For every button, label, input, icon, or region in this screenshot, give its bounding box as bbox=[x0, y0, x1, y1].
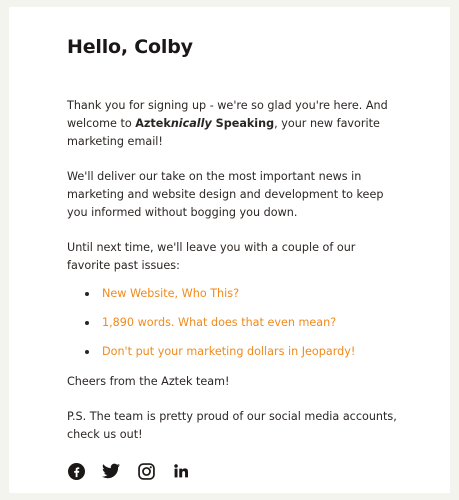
facebook-icon[interactable] bbox=[67, 462, 85, 480]
past-issue-link-2[interactable]: 1,890 words. What does that even mean? bbox=[102, 316, 337, 329]
list-item bbox=[85, 285, 402, 303]
past-issue-link-3[interactable]: Don't put your marketing dollars in Jeopardy! bbox=[102, 345, 356, 358]
twitter-icon[interactable] bbox=[102, 462, 120, 480]
intro-text-end: , your new favorite marketing email! bbox=[67, 117, 380, 148]
intro-paragraph bbox=[67, 97, 402, 151]
until-next-time-paragraph: Until next time, we'll leave you with a couple of our favorite past issues: bbox=[67, 241, 356, 272]
email-body bbox=[67, 35, 402, 480]
linkedin-icon[interactable] bbox=[172, 462, 190, 480]
instagram-icon[interactable] bbox=[137, 462, 155, 480]
list-item bbox=[85, 343, 402, 361]
ps-text: P.S. The team is pretty proud of our social media accounts, check us out! bbox=[67, 410, 397, 441]
greeting-heading: Hello, Colby bbox=[67, 36, 193, 58]
social-links bbox=[67, 462, 402, 480]
past-issue-link-1[interactable]: New Website, Who This? bbox=[102, 287, 240, 300]
intro-text-start: Thank you for signing up - we're so glad you're here. And welcome to bbox=[67, 99, 388, 130]
deliver-paragraph: We'll deliver our take on the most important news in marketing and website design and development to keep you informed without bogging you down. bbox=[67, 170, 384, 219]
email-card bbox=[9, 7, 450, 493]
newsletter-name: Azteknically Speaking bbox=[135, 117, 275, 130]
past-issues-list bbox=[67, 285, 402, 361]
list-item bbox=[85, 314, 402, 332]
cheers-text: Cheers from the Aztek team! bbox=[67, 375, 230, 388]
